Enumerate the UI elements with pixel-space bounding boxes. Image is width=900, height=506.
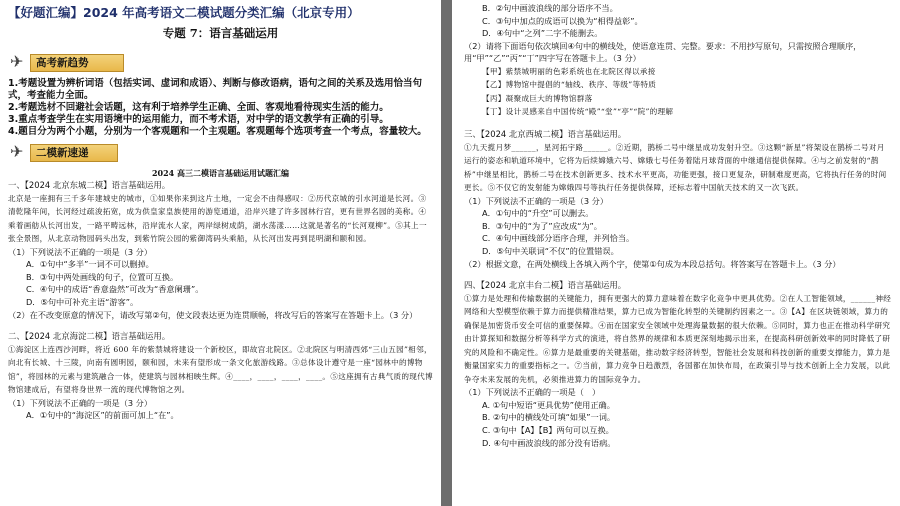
paper-plane-icon: ✈ [10, 52, 24, 71]
question-3 [464, 128, 892, 270]
fill-sentence: 【甲】紫禁城明丽的色彩系统也在北院区得以承接 [482, 66, 656, 76]
sub-question: （1）下列说法不正确的一项是（3 分） [8, 397, 153, 408]
option: B. ②句中的横线处可填“如果”一词。 [482, 412, 616, 423]
sub-question: （2）根据文意，在两处横线上各填入两个字，使第①句成为本段总括句。将答案写在答题卡上。（3 分） [464, 258, 841, 269]
sub-question: （1）下列说法不正确的一项是（3 分） [464, 195, 609, 206]
question-passage: ①算力是处理和传输数据的关键能力，拥有更强大的算力意味着在数字化竞争中更具优势。②在人工智能领域，______神经网络和大型模型依赖于算力而提供精准结果，算力已成为智能化转型的关键制约因素之一。③【A】在区块链领域，算力的确保是加密货币安全可信的重要保障。④而在国家安全领域中处理海量数据的很大依赖。⑤同时，算力也正在推动科学研究由计算探知和数据分析等科学方式的演进，将自然界的规律和本质更深刻地揭示出来，在提高科研创新效率的同时降低了研究的风险和不确定性。⑥算力是最重要的关键基础，推动数字经济转型，智能社会发展和科技创新的重要支撑能力，算力是衡量国家实力的重要指标之一。⑦当前，算力竞争日趋激烈，各国都在加快布局，在政策引导与技术创新上全力发展，以此争夺未来发展的先机，必须推进算力的国际竞争力。 [464, 293, 892, 384]
question-1 [8, 179, 433, 321]
sub-question: （2）请将下面语句依次填回④句中的横线处，使语意连贯、完整。要求：不用抄写原句，只需按照合理顺序，用“甲”“乙”“丙”“丁”四字写在答题卡上。（3 分） [464, 40, 862, 64]
option: D．⑤句中可补充主语“游客”。 [26, 296, 139, 307]
mock-banner [8, 142, 120, 164]
question-heading: 四、【2024 北京丰台二模】语言基础运用。 [464, 280, 627, 291]
trend-item: 2.考题选材不回避社会话题，这有利于培养学生正确、全面、客观地看待现实生活的能力。 [8, 102, 389, 113]
fill-sentence: 【乙】博物馆中提倡的“轴线、秩序、等级”等特质 [482, 80, 657, 90]
option: D．④句中“之列”二字不能删去。 [482, 28, 603, 39]
mock-banner-label: 二模新速递 [36, 147, 89, 159]
question-passage: ①海淀区上连西沙河畔，将近 600 年的紫禁城将建设一个新校区，即故宫北院区。②北院区与明清西郊“三山五园”相邻，向北有长城、十三陵，向南有圆明园，颐和园，未来有望形成一条文化旅游线路。③总体设计遵守是一座“园林中的博物馆”，将园林的元素与建筑融合一体，使建筑与园林相映生辉。④____，____，____，____。⑤这座拥有古典气质的现代博物馆建成后，有望将身世界一流的现代博物馆之列。 [8, 344, 433, 395]
trend-list [8, 78, 433, 138]
sub-question: （2）在不改变原意的情况下，请改写第②句，使文段表达更为连贯顺畅，将改写后的答案写在答题卡上。（3 分） [8, 309, 418, 320]
question-heading: 二、【2024 北京海淀二模】语言基础运用。 [8, 331, 171, 342]
option: B．③句中的“为了”应改成“为”。 [482, 220, 602, 231]
option: C．③句中加点的成语可以换为“相得益彰”。 [482, 15, 643, 26]
trend-item: 4.题目分为两个小题，分别为一个客观题和一个主观题。客观题每个选项考查一个考点，容量较大。 [8, 126, 427, 137]
option: A. ①句中短语“更具优势”使用正确。 [482, 399, 615, 410]
trend-banner [8, 52, 126, 74]
option: A．①句中的“海淀区”的前面可加上“在”。 [26, 410, 179, 421]
option: D．⑤句中关联词“不仅”的位置错误。 [482, 245, 619, 256]
question-passage: ①九天揽月梦______，星河拓宇路______。②近期，鹊桥二号中继星成功发射升空。③这颗“新星”将架设在鹊桥二号对月运行的姿态和轨道环境中，它将为后续嫦娥六号、嫦娥七号任务着陆月球背面的中继通信提供保障。④与之前发射的“鹊桥”中继星相比，鹊桥二号在技术创新更多、技术水平更高，功能更强，接口更复杂，研制难度更高，它将执行任务的时间更长。⑤不仅它的发射能为嫦娥四号等执行任务提供保障，还标志着中国航天技术的又一次飞跃。 [464, 142, 887, 193]
question-4 [464, 279, 892, 449]
document-page-right [452, 0, 900, 506]
question-heading: 三、【2024 北京西城二模】语言基础运用。 [464, 128, 627, 139]
trend-item: 3.重点考查学生在实用语境中的运用能力，而不考术语，对中学的语文教学有正确的引导。 [8, 114, 389, 125]
option: C．④句中的成语“香意盎然”可改为“香意阑珊”。 [26, 284, 204, 295]
fill-sentence: 【丙】凝聚成巨大的博物馆群落 [482, 93, 593, 103]
page-title: 【好题汇编】2024 年高考语文二模试题分类汇编（北京专用） [8, 5, 360, 20]
option: A．①句中“多半”一词不可以删掉。 [26, 259, 154, 270]
option: C．④句中画线部分语序合理，并列恰当。 [482, 233, 635, 244]
trend-item: 1.考题设置为辨析词语（包括实词、虚词和成语）、判断与修改语病，语句之间的关系及选用恰当句式，考查能力全面。 [8, 78, 422, 101]
page-subtitle: 专题 7：语言基础运用 [162, 26, 279, 40]
paper-plane-icon: ✈ [10, 142, 24, 161]
option: B．③句中两处画线的句子，位置可互换。 [26, 271, 179, 282]
option: C. ③句中【A】【B】两句可以互换。 [482, 425, 614, 435]
question-passage: 北京是一座拥有三千多年建城史的城市，①如果你来到这片土地，一定会不由得感叹：②历代京城的引水河道是长河。③清乾隆年间，长河经过疏浚拓宽，成为供皇家皇族使用的游览通道，沿岸兴建了许多园林行宫，更有世界名园的美称。④乘着画舫从长河出发，一路平畴远林，沿岸流水人家，两岸绿树成荫，湖水荡漾……这就是著名的“长河观柳”。⑤其上一张全景图，从北京动物园码头出发，到紫竹院公园的紫御湾码头乘船，从长河出发再到昆明湖和颐和园。 [8, 193, 427, 244]
question-heading: 一、【2024 北京东城二模】语言基础运用。 [8, 180, 171, 190]
fill-sentence: 【丁】设计灵感来自中国传统“殿”“堂”“亭”“院”的理解 [482, 107, 674, 117]
section-title: 2024 高三二模语言基础运用试题汇编 [151, 168, 290, 178]
sub-question: （1）下列说法不正确的一项是（3 分） [8, 246, 153, 257]
trend-banner-label: 高考新趋势 [36, 57, 89, 69]
document-page-left [0, 0, 441, 506]
question-2 [8, 330, 433, 422]
option: B．②句中画波浪线的部分语序不当。 [482, 3, 618, 13]
option: D. ④句中画波浪线的部分没有语病。 [482, 437, 616, 448]
sub-question: （1）下列说法不正确的一项是（ ） [464, 387, 601, 398]
option: A．①句中的“升空”可以删去。 [482, 208, 594, 219]
question-2-continued [464, 2, 892, 119]
